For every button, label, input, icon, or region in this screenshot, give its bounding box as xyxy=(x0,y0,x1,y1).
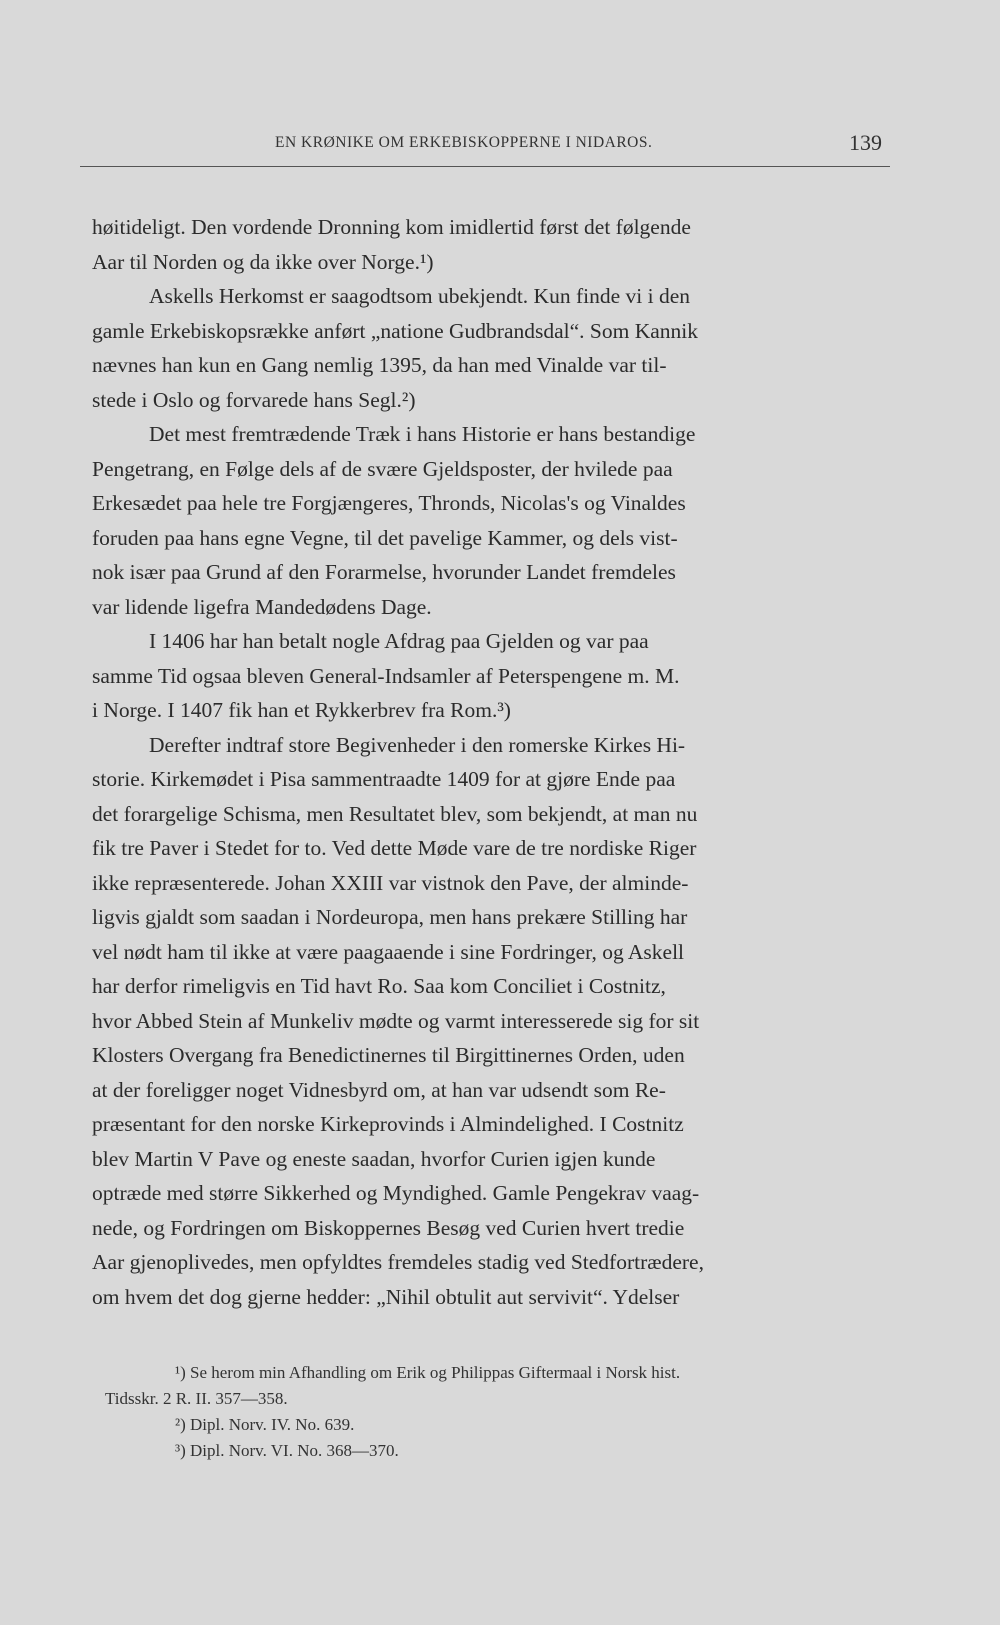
text-line: samme Tid ogsaa bleven General-Indsamler af Peterspengene m. M. xyxy=(92,663,680,688)
text-line: fik tre Paver i Stedet for to. Ved dette Møde vare de tre nordiske Riger xyxy=(92,836,697,860)
text-line: gamle Erkebiskopsrække anført „natione Gudbrandsdal“. Som Kannik xyxy=(92,318,699,343)
text-line: storie. Kirkemødet i Pisa sammentraadte 1409 for at gjøre Ende paa xyxy=(92,767,676,791)
text-line: Derefter indtraf store Begivenheder i den romerske Kirkes Hi- xyxy=(149,732,686,757)
text-line: blev Martin V Pave og eneste saadan, hvorfor Curien igjen kunde xyxy=(92,1146,656,1171)
text-line: høitideligt. Den vordende Dronning kom imidlertid først det følgende xyxy=(92,215,691,239)
text-line: Aar gjenoplivedes, men opfyldtes fremdeles stadig ved Stedfortrædere, xyxy=(92,1250,704,1274)
text-line: nævnes han kun en Gang nemlig 1395, da han med Vinalde var til- xyxy=(92,353,667,377)
text-line: stede i Oslo og forvarede hans Segl.²) xyxy=(92,387,416,412)
text-line: var lidende ligefra Mandedødens Dage. xyxy=(92,594,432,619)
text-line: ikke repræsenterede. Johan XXIII var vistnok den Pave, der almindе- xyxy=(92,870,689,895)
footnote-line: ²) Dipl. Norv. IV. No. 639. xyxy=(175,1415,355,1434)
text-line: Askells Herkomst er saagodtsom ubekjendt. Kun finde vi i den xyxy=(149,284,690,308)
text-line: foruden paa hans egne Vegne, til det pavelige Kammer, og dels vist- xyxy=(92,525,678,550)
text-line: præsentant for den norske Kirkeprovinds i Almindelighed. I Costnitz xyxy=(92,1112,684,1136)
body-text xyxy=(92,210,892,1314)
text-line: Klosters Overgang fra Benedictinernes til Birgittinernes Orden, uden xyxy=(92,1043,685,1067)
text-line: Erkesædet paa hele tre Forgjængeres, Thronds, Nicolas's og Vinaldes xyxy=(92,491,686,515)
text-line: nok især paa Grund af den Forarmelse, hvorunder Landet fremdeles xyxy=(92,560,676,584)
text-line: ligvis gjaldt som saadan i Nordeuropa, men hans prekære Stilling har xyxy=(92,905,688,929)
page-header xyxy=(80,128,890,168)
text-line: Det mest fremtrædende Træk i hans Historie er hans bestandige xyxy=(149,422,696,446)
text-line: i Norge. I 1407 fik han et Rykkerbrev fra Rom.³) xyxy=(92,698,511,722)
text-line: har derfor rimeligvis en Tid havt Ro. Saa kom Conciliet i Costnitz, xyxy=(92,974,666,998)
text-line: at der foreligger noget Vidnesbyrd om, at han var udsendt som Re- xyxy=(92,1077,666,1102)
text-line: I 1406 har han betalt nogle Afdrag paa Gjelden og var paa xyxy=(149,629,649,653)
text-line: Aar til Norden og da ikke over Norge.¹) xyxy=(92,249,434,274)
text-line: Pengetrang, en Følge dels af de svære Gjeldsposter, der hvilede paa xyxy=(92,456,673,481)
footnote-line: ³) Dipl. Norv. VI. No. 368—370. xyxy=(175,1441,399,1460)
page-number: 139 xyxy=(849,130,882,155)
footnote-line: Tidsskr. 2 R. II. 357—358. xyxy=(105,1389,288,1408)
text-line: om hvem det dog gjerne hedder: „Nihil obtulit aut servivit“. Ydelser xyxy=(92,1284,680,1309)
text-line: hvor Abbed Stein af Munkeliv mødte og varmt interesserede sig for sit xyxy=(92,1008,700,1033)
running-head: EN KRØNIKE OM ERKEBISKOPPERNE I NIDAROS. xyxy=(275,134,653,151)
header-rule xyxy=(80,166,890,167)
text-line: vel nødt ham til ikke at være paagaaende i sine Fordringer, og Askell xyxy=(92,939,685,964)
footnote-line: ¹) Se herom min Afhandling om Erik og Philippas Giftermaal i Norsk hist. xyxy=(175,1363,681,1382)
footnotes xyxy=(105,1360,905,1464)
text-line: optræde med større Sikkerhed og Myndighed. Gamle Pengekrav vaag- xyxy=(92,1181,700,1205)
text-line: det forargelige Schisma, men Resultatet blev, som bekjendt, at man nu xyxy=(92,801,698,826)
text-line: nede, og Fordringen om Biskoppernes Besøg ved Curien hvert tredie xyxy=(92,1215,685,1240)
